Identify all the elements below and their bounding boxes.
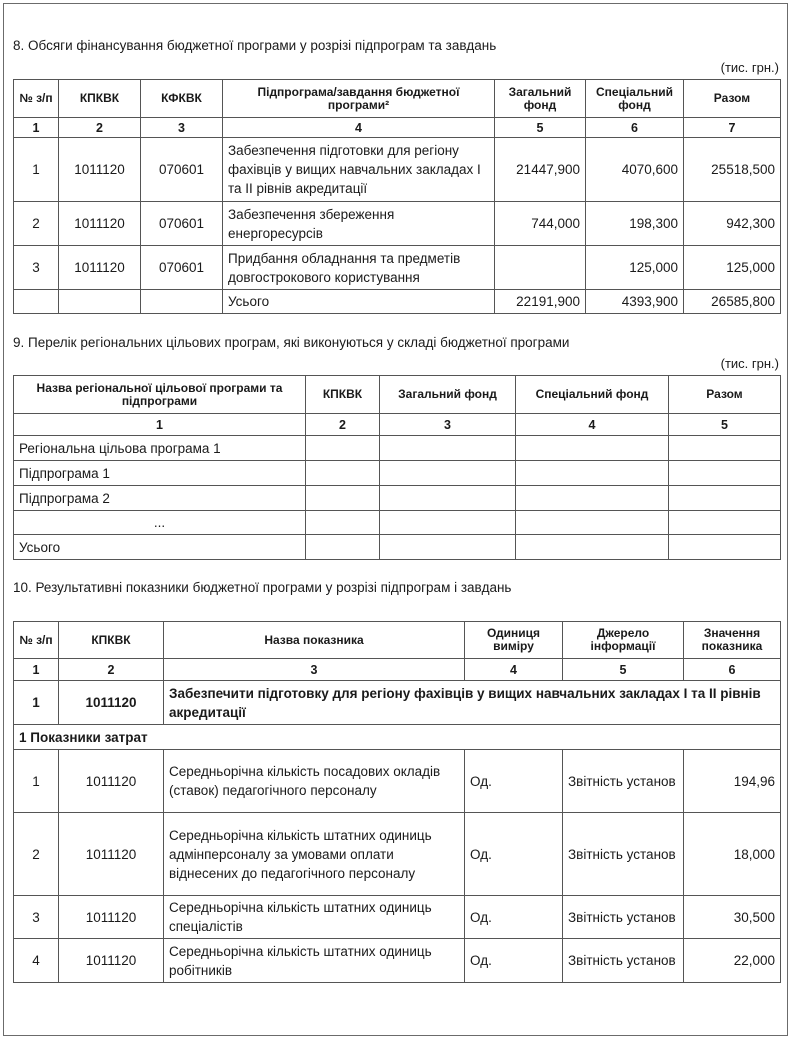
indicator-name-cell: Середньорічна кількість посадових окладів (ставок) педагогічного персоналу [164,750,465,813]
col-header: Спеціальний фонд [516,376,669,414]
source-cell: Звітність установ [563,813,684,896]
col-header: КФКВК [141,80,223,118]
table-row [14,511,781,535]
kfkvk-cell: 070601 [141,246,223,290]
table-row [14,461,781,486]
total-special-fund: 4393,900 [586,290,684,314]
program-name-cell: Регіональна цільова програма 1 [14,436,306,461]
total-cell: 125,000 [684,246,781,290]
total-label: Усього [223,290,495,314]
section-9-title: 9. Перелік регіональних цільових програм, які виконуються у складі бюджетної програми [13,335,570,350]
regional-programs-table [13,375,781,560]
section-8-title: 8. Обсяги фінансування бюджетної програми у розрізі підпрограм та завдань [13,38,497,53]
col-num: 3 [141,118,223,138]
header-row [14,80,781,118]
col-num: 1 [14,659,59,681]
total-row [14,535,781,560]
section-8-unit: (тис. грн.) [720,60,779,75]
col-num: 1 [14,118,59,138]
kpkvk-cell: 1011120 [59,750,164,813]
column-number-row [14,414,781,436]
total-general-fund: 22191,900 [495,290,586,314]
col-header: КПКВК [59,80,141,118]
kpkvk-cell: 1011120 [59,681,164,725]
row-number: 1 [14,750,59,813]
table-row [14,896,781,939]
table-row [14,939,781,983]
col-num: 5 [563,659,684,681]
row-number: 1 [14,138,59,202]
indicator-name-cell: Середньорічна кількість штатних одиниць робітників [164,939,465,983]
kpkvk-cell: 1011120 [59,896,164,939]
task-name-cell: Придбання обладнання та предметів довгострокового користування [223,246,495,290]
table-row [14,246,781,290]
col-header: Спеціальний фонд [586,80,684,118]
value-cell: 22,000 [684,939,781,983]
value-cell: 30,500 [684,896,781,939]
col-header: Загальний фонд [495,80,586,118]
col-header: КПКВК [59,622,164,659]
special-fund-cell: 125,000 [586,246,684,290]
empty-cell [59,290,141,314]
unit-cell: Од. [465,939,563,983]
unit-cell: Од. [465,750,563,813]
indicators-table [13,621,781,983]
indicator-group-label: 1 Показники затрат [14,725,781,750]
program-name-cell: Підпрограма 1 [14,461,306,486]
kpkvk-cell: 1011120 [59,202,141,246]
col-header: Назва регіональної цільової програми та підпрограми [14,376,306,414]
col-header: Джерело інформації [563,622,684,659]
empty-cell [141,290,223,314]
kpkvk-cell: 1011120 [59,138,141,202]
col-num: 3 [380,414,516,436]
unit-cell: Од. [465,896,563,939]
source-cell: Звітність установ [563,896,684,939]
general-fund-cell: 21447,900 [495,138,586,202]
col-header: № з/п [14,622,59,659]
col-header: Разом [669,376,781,414]
task-row [14,681,781,725]
special-fund-cell: 198,300 [586,202,684,246]
section-9-unit: (тис. грн.) [720,356,779,371]
col-num: 3 [164,659,465,681]
indicator-name-cell: Середньорічна кількість штатних одиниць адмінперсоналу за умовами оплати віднесених до педагогічного персоналу [164,813,465,896]
total-row [14,290,781,314]
col-num: 5 [495,118,586,138]
table-row [14,436,781,461]
total-sum: 26585,800 [684,290,781,314]
kfkvk-cell: 070601 [141,138,223,202]
header-row [14,622,781,659]
general-fund-cell [495,246,586,290]
column-number-row [14,118,781,138]
col-num: 4 [516,414,669,436]
program-name-cell: Підпрограма 2 [14,486,306,511]
kpkvk-cell: 1011120 [59,246,141,290]
section-10-title: 10. Результативні показники бюджетної програми у розрізі підпрограм і завдань [13,580,512,595]
task-name-cell: Забезпечення збереження енергоресурсів [223,202,495,246]
column-number-row [14,659,781,681]
table-row [14,486,781,511]
table-row [14,750,781,813]
row-number: 1 [14,681,59,725]
general-fund-cell: 744,000 [495,202,586,246]
indicator-name-cell: Середньорічна кількість штатних одиниць спеціалістів [164,896,465,939]
col-header: Назва показника [164,622,465,659]
col-num: 6 [586,118,684,138]
task-name-cell: Забезпечити підготовку для регіону фахівців у вищих навчальних закладах І та ІІ рівнів акредитації [164,681,781,725]
col-header: Підпрограма/завдання бюджетної програми² [223,80,495,118]
col-num: 2 [306,414,380,436]
row-number: 2 [14,202,59,246]
row-number: 3 [14,246,59,290]
col-num: 4 [465,659,563,681]
table-row [14,202,781,246]
col-header: Разом [684,80,781,118]
table-row [14,813,781,896]
financing-table [13,79,781,314]
col-header: Значення показника [684,622,781,659]
source-cell: Звітність установ [563,939,684,983]
col-num: 6 [684,659,781,681]
header-row [14,376,781,414]
value-cell: 194,96 [684,750,781,813]
col-num: 1 [14,414,306,436]
row-number: 2 [14,813,59,896]
task-name-cell: Забезпечення підготовки для регіону фахівців у вищих навчальних закладах І та ІІ рівнів акредитації [223,138,495,202]
source-cell: Звітність установ [563,750,684,813]
col-num: 5 [669,414,781,436]
col-num: 2 [59,118,141,138]
col-header: КПКВК [306,376,380,414]
kpkvk-cell: 1011120 [59,939,164,983]
col-header: Одиниця виміру [465,622,563,659]
group-row [14,725,781,750]
col-header: № з/п [14,80,59,118]
kfkvk-cell: 070601 [141,202,223,246]
col-header: Загальний фонд [380,376,516,414]
unit-cell: Од. [465,813,563,896]
empty-cell [14,290,59,314]
total-cell: 25518,500 [684,138,781,202]
table-row [14,138,781,202]
col-num: 4 [223,118,495,138]
total-cell: 942,300 [684,202,781,246]
col-num: 2 [59,659,164,681]
col-num: 7 [684,118,781,138]
special-fund-cell: 4070,600 [586,138,684,202]
total-label: Усього [14,535,306,560]
row-number: 4 [14,939,59,983]
ellipsis-cell: ... [14,511,306,535]
row-number: 3 [14,896,59,939]
value-cell: 18,000 [684,813,781,896]
kpkvk-cell: 1011120 [59,813,164,896]
